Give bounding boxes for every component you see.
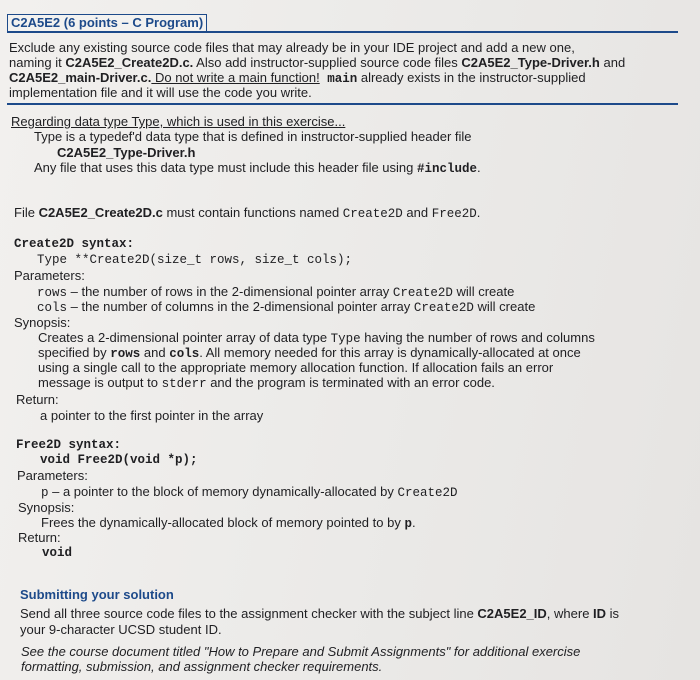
file-requirement: File C2A5E2_Create2D.c must contain functions named Create2D and Free2D. — [14, 205, 481, 221]
submit-line-1: Send all three source code files to the assignment checker with the subject line C2A5E2_ID, where ID is — [20, 606, 620, 621]
create2d-params-label: Parameters: — [14, 268, 85, 283]
title-rule — [7, 31, 678, 33]
submit-line-2: your 9-character UCSD student ID. — [20, 622, 222, 637]
free2d-return-label: Return: — [18, 530, 61, 545]
submit-line-3: See the course document titled "How to Prepare and Submit Assignments" for additional exercise — [21, 644, 581, 659]
type-header-file: C2A5E2_Type-Driver.h — [57, 145, 196, 160]
free2d-syntax: void Free2D(void *p); — [40, 453, 198, 467]
submit-line-4: formatting, submission, and assignment checker requirements. — [21, 659, 383, 674]
type-line-3: Any file that uses this data type must include this header file using #include. — [34, 160, 481, 176]
intro-line-4: implementation file and it will use the code you write. — [9, 85, 312, 100]
create2d-synopsis-4: message is output to stderr and the program is terminated with an error code. — [38, 375, 495, 391]
intro-line-1: Exclude any existing source code files that may already be in your IDE project and add a new one, — [9, 40, 575, 55]
create2d-synopsis-2: specified by rows and cols. All memory needed for this array is dynamically-allocated at once — [38, 345, 581, 361]
free2d-syntax-label: Free2D syntax: — [16, 438, 122, 452]
intro-line-2: naming it C2A5E2_Create2D.c. Also add instructor-supplied source code files C2A5E2_Type-Driver.h and — [9, 55, 626, 70]
free2d-return-text: void — [42, 546, 73, 560]
free2d-synopsis-label: Synopsis: — [18, 500, 75, 515]
free2d-params-label: Parameters: — [17, 468, 88, 483]
create2d-return-text: a pointer to the first pointer in the array — [40, 408, 264, 423]
create2d-param-cols: cols – the number of columns in the 2-dimensional pointer array Create2D will create — [37, 299, 536, 315]
type-section-heading: Regarding data type Type, which is used in this exercise... — [11, 114, 346, 129]
create2d-synopsis-1: Creates a 2-dimensional pointer array of data type Type having the number of rows and columns — [38, 330, 595, 346]
intro-line-3: C2A5E2_main-Driver.c. Do not write a main function! main already exists in the instructor-supplied — [9, 70, 586, 86]
create2d-syntax-label: Create2D syntax: — [14, 237, 135, 251]
create2d-syntax: Type **Create2D(size_t rows, size_t cols); — [37, 253, 353, 267]
create2d-synopsis-label: Synopsis: — [14, 315, 71, 330]
free2d-synopsis-1: Frees the dynamically-allocated block of memory pointed to by p. — [41, 515, 416, 531]
create2d-synopsis-3: using a single call to the appropriate memory allocation function. If allocation fails an error — [38, 360, 554, 375]
exercise-title: C2A5E2 (6 points – C Program) — [7, 14, 207, 32]
submit-heading: Submitting your solution — [20, 587, 174, 602]
free2d-param-p: p – a pointer to the block of memory dynamically-allocated by Create2D — [41, 484, 458, 500]
type-line-1: Type is a typedef'd data type that is defined in instructor-supplied header file — [34, 129, 472, 144]
create2d-param-rows: rows – the number of rows in the 2-dimensional pointer array Create2D will create — [37, 284, 515, 300]
intro-rule — [7, 103, 678, 105]
create2d-return-label: Return: — [16, 392, 59, 407]
